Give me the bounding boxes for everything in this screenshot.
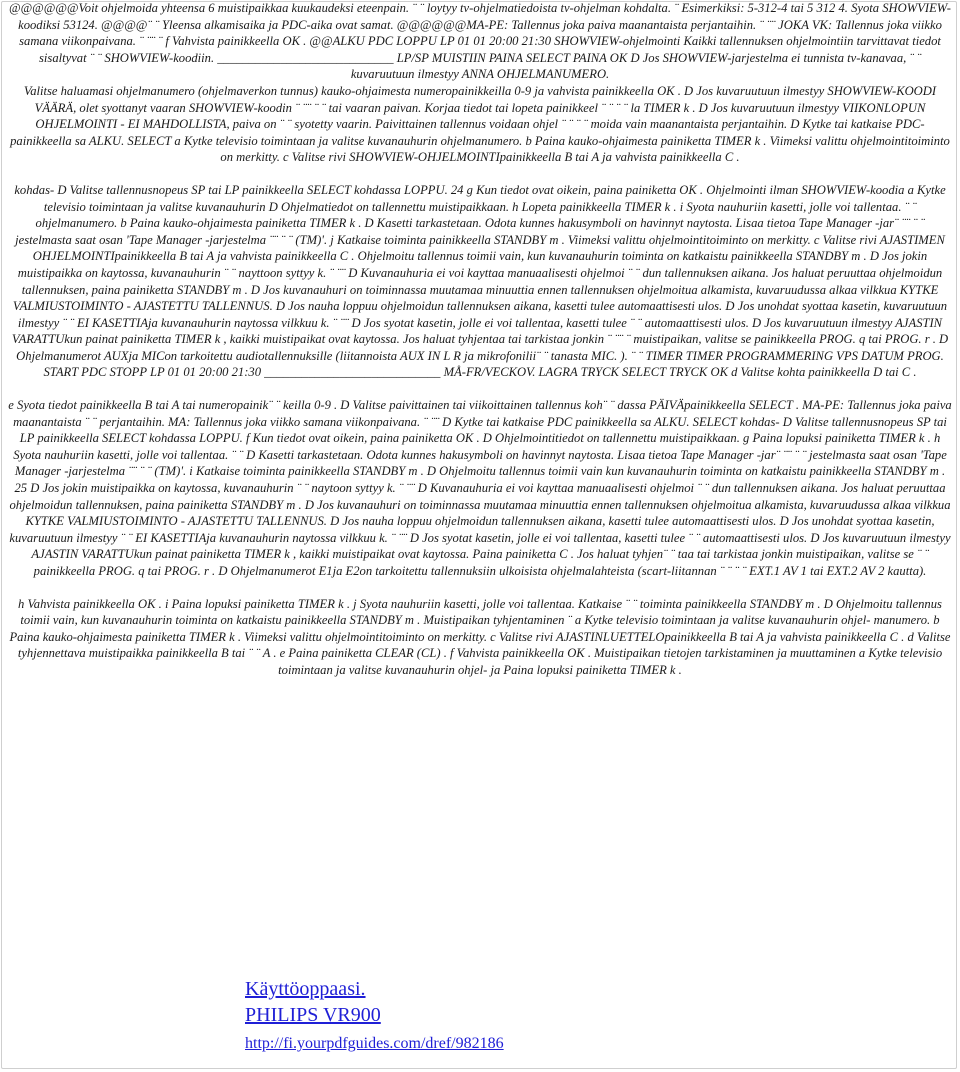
paragraph-manual-programming: kohdas- D Valitse tallennusnopeus SP tai LP painikkeella SELECT kohdassa LOPPU. 24 g Kun tiedot ovat oikein, paina painiketta OK . Ohjelmointi ilman SHOWVIEW-koodia a Kytke televisio toimintaan ja valitse kuvanauhurin D Ohjelmatiedot on tallennettu muistipaikkaan. h Lopeta painikkeella TIMER k . i Syota nauhuriin kasetti, jolle voi tallentaa. ¨ ¨ ohjelmanumero. b Paina kauko-ohjaimesta painiketta TIMER k . D Kasetti tarkastetaan. Odota kunnes hakusymboli on havinnyt naytosta. Lisaa tietoa Tape Manager -jar¨ ¨¨ ¨ ¨ jestelmasta saat osan 'Tape Manager -jarjestelma ¨¨ ¨ ¨ (TM)'. j Katkaise toiminta painikkeella STANDBY m . Viimeksi valittu ohjelmointitoiminto on merkitty. c Valitse rivi AJASTIMEN OHJELMOINTIpainikkeella B tai A ja vahvista painikkeella C . Ohjelmoitu tallennus toimii vain, kun kuvanauhurin toiminta on katkaistu painikkeella STANDBY m . D Jos jokin muistipaikka on kaytossa, kuvanauhurin ¨ ¨ nayttoon syttyy k. ¨ ¨¨ D Kuvanauhuria ei voi kayttaa manuaalisesti ohjelmoi ¨ ¨ dun tallennuksen aikana. Jos haluat peruuttaa ohjelmoidun tallennuksen, paina painiketta STANDBY m . D Jos kuvanauhuri on toiminnassa muutamaa minuuttia ennen tallennuksen ohjelmoitua alkamista, kuvaruudussa alkaa vilkkua KYTKE VALMIUSTOIMINTO - AJASTETTU TALLENNUS. D Jos nauha loppuu ohjelmoidun tallennuksen aikana, kasetti tulee automaattisesti ulos. D Jos unohdat syottaa kasetin, kuvaruutuun ilmestyy ¨ ¨ EI KASETTIAja kuvanauhurin naytossa vilkkuu k. ¨ ¨¨ D Jos syotat kasetin, jolle ei voi tallentaa, kasetti tulee ¨ ¨ automaattisesti ulos. D Jos kuvaruutuun ilmestyy AJASTIN VARATTUkun painat painiketta TIMER k , kaikki muistipaikat ovat kaytossa. Jos haluat tyhjentaa tai tarkistaa jonkin ¨ ¨¨ ¨ muistipaikan, valitse se painikkeella PROG. q tai PROG. r . D Ohjelmanumerot AUXja MICon tarkoitettu audiotallennuksille (liitannoista AUX IN L R ja mikrofonilii¨ ¨ tanasta MIC. ). ¨ ¨ TIMER TIMER PROGRAMMERING VPS DATUM PROG. START PDC STOPP LP 01 01 20:00 21:30 ____________________________ MÅ-FR/VECKOV. LAGRA TRYCK SELECT TRYCK OK d Valitse kohta painikkeella D tai C . bbox=[11, 182, 949, 380]
paragraph-memory-notes: 25 D Jos jokin muistipaikka on kaytossa, kuvanauhurin ¨ ¨ naytoon syttyy k. ¨ ¨¨ D Kuvanauhuria ei voi kayttaa manuaalisesti ohjelmoi ¨ ¨ dun tallennuksen aikana. Jos haluat peruuttaa ohjelmoidun tallennuksen, paina painiketta STANDBY m . D Jos kuvanauhuri on toiminnassa muutamaa minuuttia ennen tallennuksen ohjelmoitua alkamista, kuvaruudussa alkaa vilkkua KYTKE VALMIUSTOIMINTO - AJASTETTU TALLENNUS. D Jos nauha loppuu ohjelmoidun tallennuksen aikana, kasetti tulee automaattisesti ulos. D Jos unohdat syottaa kasetin, kuvaruutuun ilmestyy ¨ ¨ EI KASETTIAja kuvanauhurin naytossa vilkkuu k. ¨ ¨¨ D Jos syotat kasetin, jolle ei voi tallentaa, kasetti tulee ¨ ¨ automaattisesti ulos. D Jos kuvaruutuun ilmestyy AJASTIN VARATTUkun painat painiketta TIMER k , kaikki muistipaikat ovat kaytossa. Paina painiketta C . Jos haluat tyhjen¨ ¨ taa tai tarkistaa jonkin muistipaikan, valitse se ¨ ¨ painikkeella PROG. q tai PROG. r . D Ohjelmanumerot E1ja E2on tarkoitettu tallennuksiin ulkoisista ohjelmalahteista (scart-liitannan ¨ ¨ ¨ ¨ EXT.1 AV 1 tai EXT.2 AV 2 kautta). bbox=[9, 481, 951, 578]
product-link[interactable]: PHILIPS VR900 bbox=[245, 1004, 381, 1026]
paragraph-enter-data: e Syota tiedot painikkeella B tai A tai numeropainik¨ ¨ keilla 0-9 . D Valitse paivittainen tai viikoittainen tallennus koh¨ ¨ dassa PÄIVÄpainikkeella SELECT . MA-PE: Tallennus joka paiva maanantaista ¨ ¨ perjantaihin. MA: Tallennus joka viikko samana viikonpaivana. ¨ ¨¨ D Kytke tai katkaise PDC painikkeella sa ALKU. SELECT kohdas- D Valitse tallennusnopeus SP tai LP painikkeella SELECT kohdassa LOPPU. f Kun tiedot ovat oikein, paina painiketta OK . D Ohjelmointitiedot on tallennettu muistipaikkaan. g Paina lopuksi painiketta TIMER k . h Syota nauhuriin kasetti, jolle voi tallentaa. ¨ ¨ D Kasetti tarkastetaan. Odota kunnes hakusymboli on havinnyt naytosta. Lisaa tietoa Tape Manager -jar¨ ¨¨ ¨ ¨ jestelmasta saat osan 'Tape Manager -jarjestelma ¨¨ ¨ ¨ (TM)'. i Katkaise toiminta painikkeella STANDBY m . D Ohjelmoitu tallennus toimii vain kun kuvanauhurin toiminta on katkaistu painikkeella STANDBY m . bbox=[8, 398, 952, 479]
url-link[interactable]: http://fi.yourpdfguides.com/dref/982186 bbox=[245, 1035, 504, 1052]
spacer bbox=[0, 166, 960, 182]
paragraph-clear-memory: h Vahvista painikkeella OK . i Paina lopuksi painiketta TIMER k . j Syota nauhuriin kasetti, jolle voi tallentaa. Katkaise ¨ ¨ toiminta painikkeella STANDBY m . D Ohjelmoitu tallennus toimii vain, kun kuvanauhurin toiminta on katkaistu painikkeella STANDBY m . Muistipaikan tyhjentaminen ¨ a Kytke televisio toimintaan ja valitse kuvanauhurin ohjel- manumero. b Paina kauko-ohjaimesta painiketta TIMER k . Viimeksi valittu ohjelmointitoiminto on merkitty. c Valitse rivi AJASTINLUETTELOpainikkeella B tai A ja vahvista painikkeella C . d Valitse tyhjennettava muistipaikka painikkeella B tai ¨ ¨ A . e Paina painiketta CLEAR (CL) . f Vahvista painikkeella OK . Muistipaikan tietojen tarkistaminen ja muuttaminen a Kytke televisio toimintaan ja valitse kuvanauhurin ohjel- ja Paina lopuksi painiketta TIMER k . bbox=[9, 596, 951, 677]
spacer bbox=[0, 580, 960, 596]
spacer bbox=[0, 381, 960, 397]
paragraph-showview-intro: @@@@@@Voit ohjelmoida yhteensa 6 muistipaikkaa kuukaudeksi eteenpain. ¨ ¨ loytyy tv-ohjelmatiedoista tv-ohjelman kohdalta. ¨ Esimerkiksi: 5-312-4 tai 5 312 4. Syota SHOWVIEW-koodiksi 53124. @@@@¨ ¨ Yleensa alkamisaika ja PDC-aika ovat samat. @@@@@@MA-PE: Tallennus joka paiva maanantaista perjantaihin. ¨ ¨¨ JOKA VK: Tallennus joka viikko samana viikonpaivana. ¨ ¨¨ ¨ f Vahvista painikkeella OK . @@ALKU PDC LOPPU LP 01 01 20:00 21:30 SHOWVIEW-ohjelmointi Kaikki tallennuksen ohjelmointiin tarvittavat tiedot sisaltyvat ¨ ¨ SHOWVIEW-koodiin. ____________________________ LP/SP MUISTIIN PAINA SELECT PAINA OK D Jos SHOWVIEW-jarjestelma ei tunnista tv-kanavaa, ¨ ¨ kuvaruutuun ilmestyy ANNA OHJELMANUMERO. bbox=[9, 1, 951, 82]
footer-links bbox=[245, 976, 595, 1056]
manual-link[interactable]: Käyttöoppaasi. bbox=[245, 978, 366, 1000]
paragraph-select-program: Valitse haluamasi ohjelmanumero (ohjelmaverkon tunnus) kauko-ohjaimesta numeropainikkeilla 0-9 ja vahvista painikkeella OK . D Jos kuvaruutuun ilmestyy SHOWVIEW-KOODI VÄÄRÄ, olet syottanyt vaaran SHOWVIEW-koodin ¨ ¨¨ ¨ ¨ tai vaaran paivan. Korjaa tiedot tai lopeta painikkeel ¨ ¨ ¨ ¨ la TIMER k . D Jos kuvaruutuun ilmestyy VIIKONLOPUN OHJELMOINTI - EI MAHDOLLISTA, paiva on ¨ ¨ syotetty vaarin. Paivittainen tallennus voidaan ohjel ¨ ¨ ¨ ¨ moida vain maanantaista perjantaihin. D Kytke tai katkaise PDC-painikkeella sa ALKU. SELECT a Kytke televisio toimintaan ja valitse kuvanauhurin ohjelmanumero. b Paina kauko-ohjaimesta painiketta TIMER k . Viimeksi valittu ohjelmointitoiminto on merkitty. c Valitse rivi SHOWVIEW-OHJELMOINTIpainikkeella B tai A ja vahvista painikkeella C . bbox=[10, 83, 950, 165]
